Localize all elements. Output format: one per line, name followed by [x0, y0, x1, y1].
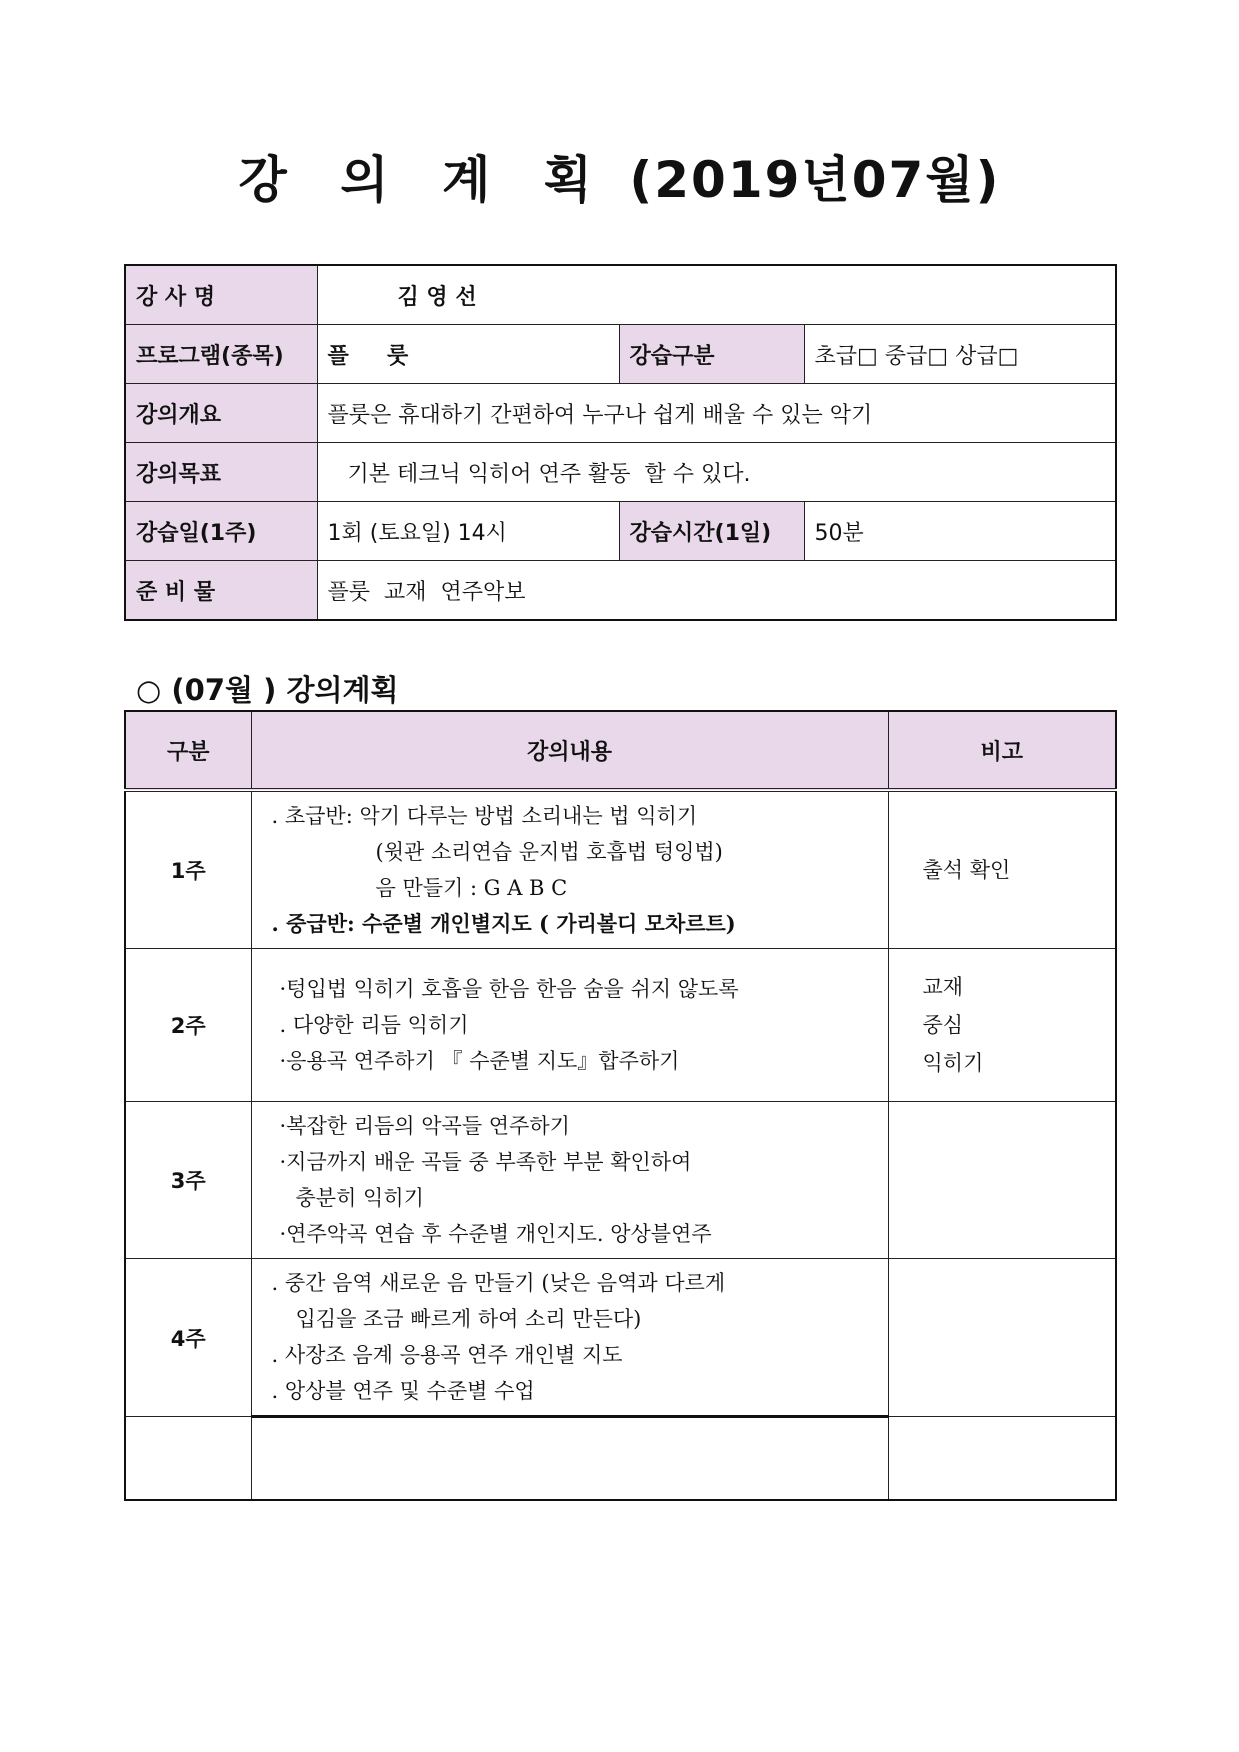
week-note — [888, 790, 1116, 949]
content-line: . 다양한 리듬 익히기 — [279, 1013, 469, 1037]
overview-value: 플룻은 휴대하기 간편하여 누구나 쉽게 배울 수 있는 악기 — [317, 384, 1116, 443]
week-note — [888, 1259, 1116, 1417]
instructor-value: 김 영 선 — [317, 265, 1116, 325]
content-line: . 앙상블 연주 및 수준별 수업 — [271, 1379, 535, 1403]
content-line: 충분히 익히기 — [295, 1186, 424, 1210]
day-label: 강습일(1주) — [125, 502, 317, 561]
note-line: 교재 — [922, 975, 964, 999]
section-heading: ○ (07월 ) 강의계획 — [136, 673, 399, 707]
time-value: 50분 — [804, 502, 1116, 561]
week-content — [251, 1259, 888, 1417]
day-value: 1회 (토요일) 14시 — [317, 502, 619, 561]
materials-value: 플룻 교재 연주악보 — [317, 561, 1116, 621]
header-week: 구분 — [125, 711, 251, 790]
content-line: . 중간 음역 새로운 음 만들기 (낮은 음역과 다르게 — [271, 1271, 726, 1295]
content-line: ·복잡한 리듬의 악곡들 연주하기 — [279, 1114, 570, 1138]
header-note: 비고 — [888, 711, 1116, 790]
content-line: ·텅입법 익히기 호흡을 한음 한음 숨을 쉬지 않도록 — [279, 977, 739, 1001]
level-value: 초급□ 중급□ 상급□ — [804, 325, 1116, 384]
content-line: ·응용곡 연주하기 『 수준별 지도』합주하기 — [279, 1049, 680, 1073]
instructor-label: 강 사 명 — [125, 265, 317, 325]
empty-cell — [125, 1417, 251, 1500]
week-label: 3주 — [125, 1102, 251, 1259]
materials-label: 준 비 물 — [125, 561, 317, 621]
week-content — [251, 949, 888, 1102]
note-line: 익히기 — [922, 1051, 984, 1075]
page-title — [0, 140, 1239, 212]
content-line: . 초급반: 악기 다루는 방법 소리내는 법 익히기 — [271, 804, 698, 828]
week-note — [888, 949, 1116, 1102]
title-period: (2019년07월) — [629, 151, 1001, 209]
content-line: . 중급반: 수준별 개인별지도 ( 가리볼디 모차르트) — [271, 911, 736, 936]
header-content: 강의내용 — [251, 711, 888, 790]
goal-value: 기본 테크닉 익히어 연주 활동 할 수 있다. — [317, 443, 1116, 502]
note-line: 출석 확인 — [922, 858, 1011, 882]
table-row — [125, 949, 1116, 1102]
week-label: 1주 — [125, 790, 251, 949]
instructor-info-table — [124, 264, 1117, 621]
overview-label: 강의개요 — [125, 384, 317, 443]
goal-label: 강의목표 — [125, 443, 317, 502]
content-line: (윗관 소리연습 운지법 호흡법 텅잉법) — [375, 840, 723, 864]
program-value: 플 룻 — [317, 325, 619, 384]
week-note — [888, 1102, 1116, 1259]
content-line: 음 만들기 : G A B C — [375, 876, 568, 900]
content-line: ·지금까지 배운 곡들 중 부족한 부분 확인하여 — [279, 1150, 692, 1174]
content-line: 입김을 조금 빠르게 하여 소리 만든다) — [295, 1307, 642, 1331]
table-row — [125, 1102, 1116, 1259]
note-line: 중심 — [922, 1013, 964, 1037]
title-main: 강 의 계 획 — [238, 151, 610, 209]
program-label: 프로그램(종목) — [125, 325, 317, 384]
content-line: ·연주악곡 연습 후 수준별 개인지도. 앙상블연주 — [279, 1222, 712, 1246]
lesson-plan-table — [124, 710, 1117, 1501]
week-label: 4주 — [125, 1259, 251, 1417]
content-line: . 사장조 음계 응용곡 연주 개인별 지도 — [271, 1343, 623, 1367]
empty-cell — [251, 1417, 888, 1500]
week-content — [251, 1102, 888, 1259]
table-row — [125, 1259, 1116, 1417]
week-label: 2주 — [125, 949, 251, 1102]
time-label: 강습시간(1일) — [619, 502, 804, 561]
empty-cell — [888, 1417, 1116, 1500]
week-content — [251, 790, 888, 949]
table-row — [125, 1417, 1116, 1500]
level-label: 강습구분 — [619, 325, 804, 384]
table-row — [125, 790, 1116, 949]
